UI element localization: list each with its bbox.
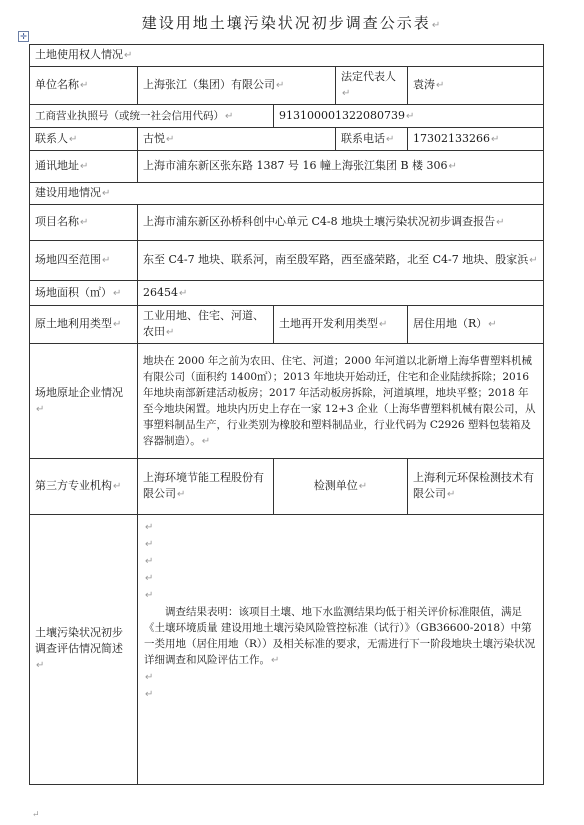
phone-value[interactable]: 17302133266↵ <box>408 128 544 151</box>
area-label: 场地面积（㎡）↵ <box>30 281 138 306</box>
summary-value[interactable] <box>138 515 544 785</box>
phone-label: 联系电话↵ <box>336 128 408 151</box>
blank-line: ↵ <box>145 556 154 567</box>
redev-value[interactable]: 居住用地（R）↵ <box>408 306 544 344</box>
contact-value[interactable]: 古悦↵ <box>138 128 336 151</box>
contact-label: 联系人↵ <box>30 128 138 151</box>
third-party-label: 第三方专业机构↵ <box>30 459 138 515</box>
legal-rep-value[interactable]: 袁涛↵ <box>408 67 544 105</box>
section-owner-heading: 土地使用权人情况↵ <box>30 45 544 67</box>
address-label: 通讯地址↵ <box>30 151 138 183</box>
history-value[interactable]: 地块在 2000 年之前为农田、住宅、河道；2000 年河道以北新增上海华曹塑料机械有限公司（面积约 1400㎡）；2013 年地块开始动迁，住宅和企业陆续拆除；2016 年地块南部新建活动板房；2017 年活动板房拆除，河道填埋，地块平整；2018 年至今地块闲置。地块内历史上存在一家 12+3 企业（上海华曹塑料机械有限公司，从事塑料制品生产，行业类别为橡胶和塑料制品业，行业代码为 C2926 塑料包装箱及容器制造）。↵ <box>138 344 544 459</box>
summary-label: 土壤污染状况初步调查评估情况简述↵ <box>30 515 138 785</box>
lab-label: 检测单位↵ <box>274 459 408 515</box>
boundary-label: 场地四至范围↵ <box>30 241 138 281</box>
license-label: 工商营业执照号（或统一社会信用代码）↵ <box>30 105 274 128</box>
orig-use-value[interactable]: 工业用地、住宅、河道、农田↵ <box>138 306 274 344</box>
blank-line: ↵ <box>145 573 154 584</box>
blank-line: ↵ <box>145 689 154 700</box>
project-label: 项目名称↵ <box>30 205 138 241</box>
third-party-value[interactable]: 上海环境节能工程股份有限公司↵ <box>138 459 274 515</box>
redev-label: 土地再开发利用类型↵ <box>274 306 408 344</box>
blank-line: ↵ <box>145 672 154 683</box>
disclosure-table <box>29 44 544 785</box>
orig-use-label: 原土地利用类型↵ <box>30 306 138 344</box>
paragraph-end-mark: ↵ <box>32 810 40 820</box>
blank-line: ↵ <box>145 539 154 550</box>
unit-name-label: 单位名称↵ <box>30 67 138 105</box>
area-value[interactable]: 26454↵ <box>138 281 544 306</box>
address-value[interactable]: 上海市浦东新区张东路 1387 号 16 幢上海张江集团 B 楼 306↵ <box>138 151 544 183</box>
history-label: 场地原址企业情况↵ <box>30 344 138 459</box>
section-land-heading: 建设用地情况↵ <box>30 183 544 205</box>
unit-name-value[interactable]: 上海张江（集团）有限公司↵ <box>138 67 336 105</box>
blank-line: ↵ <box>145 522 154 533</box>
blank-line: ↵ <box>145 590 154 601</box>
license-value[interactable]: 913100001322080739↵ <box>274 105 544 128</box>
lab-value[interactable]: 上海利元环保检测技术有限公司↵ <box>408 459 544 515</box>
legal-rep-label: 法定代表人↵ <box>336 67 408 105</box>
boundary-value[interactable]: 东至 C4-7 地块、联系河，南至殷军路，西至盛荣路，北至 C4-7 地块、殷家浜↵ <box>138 241 544 281</box>
page-title: 建设用地土壤污染状况初步调查公示表↵ <box>141 14 443 32</box>
table-move-handle-icon[interactable]: ✛ <box>18 31 29 42</box>
project-value[interactable]: 上海市浦东新区孙桥科创中心单元 C4-8 地块土壤污染状况初步调查报告↵ <box>138 205 544 241</box>
summary-paragraph: 调查结果表明：该项目土壤、地下水监测结果均低于相关评价标准限值，满足《土壤环境质量 建设用地土壤污染风险管控标准（试行）》（GB36600-2018）中第一类用地（居住用地（R））及相关标准的要求，无需进行下一阶段地块土壤污染状况详细调查和风险评估工作。↵ <box>144 606 536 666</box>
